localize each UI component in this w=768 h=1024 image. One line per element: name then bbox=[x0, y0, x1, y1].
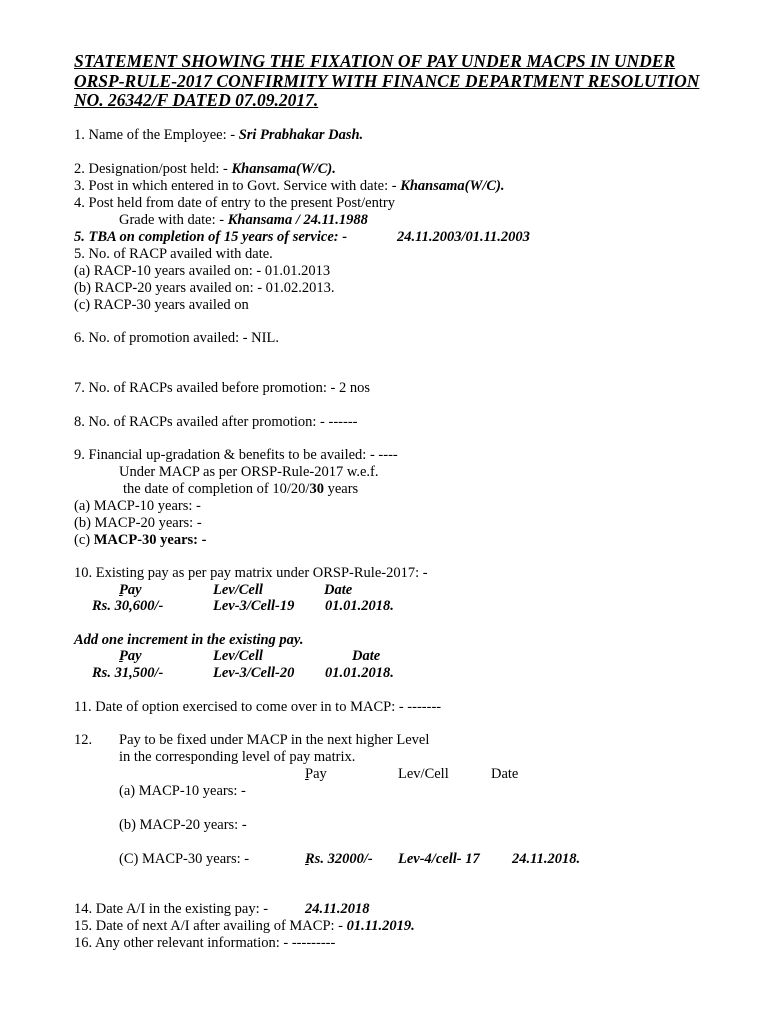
next-increment-line bbox=[74, 918, 415, 935]
pay-fixed-line-2: in the corresponding level of pay matrix. bbox=[119, 749, 356, 765]
pay-fixed-header-row bbox=[305, 766, 520, 783]
macp-30-date-value: 24.11.2018. bbox=[512, 851, 581, 867]
existing-pay-value: Rs. 30,600/- bbox=[92, 598, 164, 614]
existing-pay-line: 10. Existing pay as per pay matrix under ORSP-Rule-2017: - bbox=[74, 565, 428, 581]
option-date-line: 11. Date of option exercised to come over in to MACP: - ------- bbox=[74, 699, 442, 715]
next-increment-label: 15. Date of next A/I after availing of MACP: - bbox=[74, 918, 347, 934]
increment-pay-value: Rs. 31,500/- bbox=[92, 665, 164, 681]
pay-fixed-macp-30: (C) MACP-30 years: - bbox=[119, 851, 250, 867]
increment-header-row bbox=[119, 648, 381, 665]
other-info-line: 16. Any other relevant information: - --------- bbox=[74, 935, 336, 951]
tba-value: 24.11.2003/01.11.2003 bbox=[397, 229, 530, 245]
document-title bbox=[74, 52, 744, 111]
employee-name-label: 1. Name of the Employee: - bbox=[74, 127, 239, 143]
existing-lev-cell-value: Lev-3/Cell-19 bbox=[213, 598, 295, 614]
entry-post-line bbox=[74, 178, 505, 195]
racp-after-promotion-line: 8. No. of RACPs availed after promotion: - ------ bbox=[74, 414, 358, 430]
next-increment-value: 01.11.2019. bbox=[346, 918, 415, 934]
header-pay: Pay bbox=[119, 648, 142, 664]
designation-line bbox=[74, 161, 336, 178]
increment-date-value: 01.01.2018. bbox=[325, 665, 394, 681]
header-date: Date bbox=[352, 648, 381, 664]
existing-pay-header-row bbox=[119, 582, 381, 599]
macp-10-line: (a) MACP-10 years: - bbox=[74, 498, 201, 514]
grade-date-line bbox=[119, 212, 368, 229]
header-pay: Pay bbox=[305, 766, 327, 782]
existing-date-value: 01.01.2018. bbox=[325, 598, 394, 614]
financial-upgradation-line: 9. Financial up-gradation & benefits to be availed: - ---- bbox=[74, 447, 398, 463]
entry-post-value: Khansama(W/C). bbox=[400, 178, 505, 194]
grade-date-label: Grade with date: - bbox=[119, 212, 228, 228]
annual-increment-value: 24.11.2018 bbox=[305, 901, 370, 917]
pay-fixed-macp-30-values bbox=[305, 851, 586, 868]
pay-fixed-macp-20: (b) MACP-20 years: - bbox=[119, 817, 247, 833]
racp-20-line: (b) RACP-20 years availed on: - 01.02.2013. bbox=[74, 280, 335, 296]
header-date: Date bbox=[491, 766, 519, 782]
increment-heading: Add one increment in the existing pay. bbox=[74, 632, 304, 648]
promotion-line: 6. No. of promotion availed: - NIL. bbox=[74, 330, 279, 346]
racp-count-line: 5. No. of RACP availed with date. bbox=[74, 246, 273, 262]
macp-20-line: (b) MACP-20 years: - bbox=[74, 515, 202, 531]
item-12-number: 12. bbox=[74, 732, 93, 748]
macp-30-pay-value: Rs. 32000/- bbox=[305, 851, 373, 867]
title-line-3: NO. 26342/F DATED 07.09.2017. bbox=[74, 90, 319, 110]
annual-increment-line: 14. Date A/I in the existing pay: - bbox=[74, 901, 269, 917]
grade-date-value: Khansama / 24.11.1988 bbox=[227, 212, 368, 228]
title-line-2: ORSP-RULE-2017 CONFIRMITY WITH FINANCE DEPARTMENT RESOLUTION bbox=[74, 70, 700, 91]
tba-line: 5. TBA on completion of 15 years of service: - bbox=[74, 229, 348, 245]
entry-post-label: 3. Post in which entered in to Govt. Service with date: - bbox=[74, 178, 401, 194]
pay-fixed-macp-10: (a) MACP-10 years: - bbox=[119, 783, 246, 799]
title-line-1: STATEMENT SHOWING THE FIXATION OF PAY UNDER MACPS IN UNDER bbox=[74, 51, 676, 71]
header-date: Date bbox=[324, 582, 353, 598]
racp-10-line: (a) RACP-10 years availed on: - 01.01.2013 bbox=[74, 263, 331, 279]
completion-years-line: the date of completion of 10/20/30 years bbox=[123, 481, 359, 497]
designation-label: 2. Designation/post held: - bbox=[74, 161, 232, 177]
designation-value: Khansama(W/C). bbox=[231, 161, 336, 177]
header-pay: Pay bbox=[119, 582, 142, 598]
racp-before-promotion-line: 7. No. of RACPs availed before promotion: - 2 nos bbox=[74, 380, 371, 396]
header-lev-cell: Lev/Cell bbox=[398, 766, 449, 782]
post-held-line: 4. Post held from date of entry to the present Post/entry bbox=[74, 195, 395, 211]
header-lev-cell: Lev/Cell bbox=[213, 648, 263, 664]
racp-30-line: (c) RACP-30 years availed on bbox=[74, 297, 249, 313]
macp-rule-line: Under MACP as per ORSP-Rule-2017 w.e.f. bbox=[119, 464, 379, 480]
employee-name-value: Sri Prabhakar Dash. bbox=[238, 127, 364, 143]
employee-name-line bbox=[74, 127, 363, 144]
header-lev-cell: Lev/Cell bbox=[213, 582, 263, 598]
pay-fixed-line-1: Pay to be fixed under MACP in the next higher Level bbox=[119, 732, 430, 748]
increment-lev-cell-value: Lev-3/Cell-20 bbox=[213, 665, 295, 681]
macp-30-line: (c) MACP-30 years: - bbox=[74, 532, 207, 548]
macp-30-lev-cell-value: Lev-4/cell- 17 bbox=[398, 851, 480, 867]
